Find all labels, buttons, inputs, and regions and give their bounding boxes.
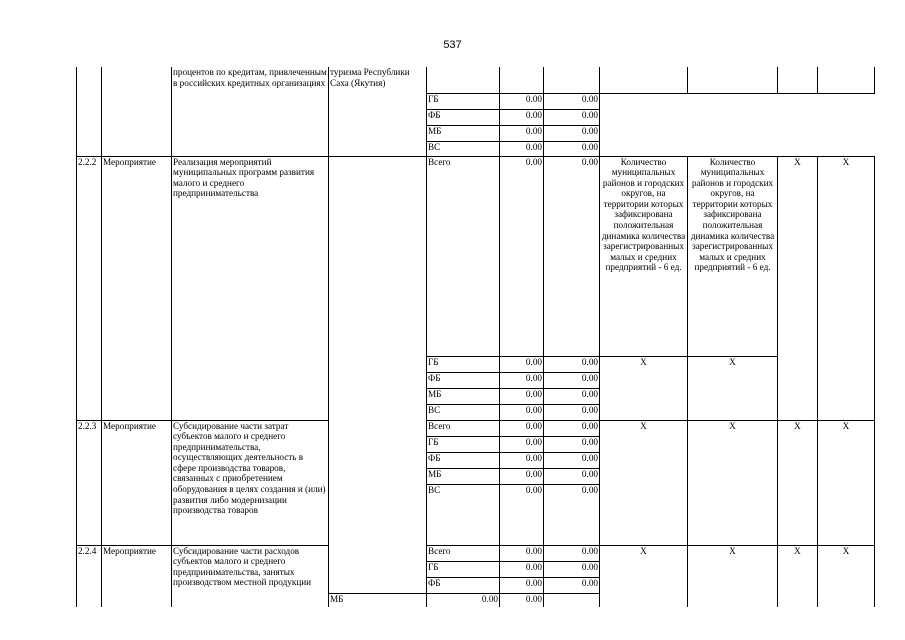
- value-cell: 0.00: [544, 468, 600, 484]
- source-cell: ВС: [427, 404, 500, 420]
- source-cell: ФБ: [427, 577, 500, 593]
- type-cell: Мероприятие: [102, 156, 172, 420]
- mark-cell: Х: [818, 420, 875, 545]
- value-cell: 0.00: [544, 156, 600, 356]
- value-cell: 0.00: [544, 420, 600, 436]
- source-cell: ФБ: [427, 109, 500, 125]
- indicator-cell: Х: [688, 356, 778, 420]
- source-cell: ГБ: [427, 356, 500, 372]
- indicator-cell: Х: [600, 356, 688, 420]
- mark-cell: Х: [818, 545, 875, 607]
- value-cell: 0.00: [500, 561, 544, 577]
- source-cell: Всего: [427, 156, 500, 356]
- indicator-cell: Х: [688, 420, 778, 545]
- value-cell: 0.00: [500, 452, 544, 468]
- indicator-cell: Количество муниципальных районов и городских округов, на территории которых зафиксирована положительная динамика количества зарегистрированных малых и средних предприятий - 6 ед.: [688, 156, 778, 356]
- description-cell: Субсидирование части расходов субъектов малого и среднего предпринимательства, занятых производством местной продукции: [172, 545, 329, 607]
- indicator-cell: Х: [600, 545, 688, 607]
- code-cell: [77, 67, 102, 156]
- indicator-cell: Х: [688, 545, 778, 607]
- source-cell: ГБ: [427, 561, 500, 577]
- value-cell: 0.00: [544, 404, 600, 420]
- mark-cell: [778, 67, 818, 93]
- value-cell: 0.00: [544, 356, 600, 372]
- description-cell: процентов по кредитам, привлеченным в российских кредитных организациях: [172, 67, 329, 156]
- description-cell: Субсидирование части затрат субъектов малого и среднего предпринимательства, осуществляющих деятельность в сфере производства товаров, связанных с приобретением оборудования в целях создания и (или) развития либо модернизации производства товаров: [172, 420, 329, 545]
- type-cell: Мероприятие: [102, 545, 172, 607]
- value-cell: 0.00: [500, 109, 544, 125]
- executor-cell: туризма Республики Саха (Якутия): [329, 67, 427, 156]
- value-cell: 0.00: [544, 125, 600, 141]
- value-cell: 0.00: [544, 388, 600, 404]
- value-cell: [544, 67, 600, 93]
- source-cell: Всего: [427, 545, 500, 561]
- source-cell: МБ: [329, 593, 427, 607]
- executor-cell: [329, 156, 427, 593]
- source-cell: ВС: [427, 484, 500, 545]
- value-cell: 0.00: [500, 404, 544, 420]
- program-table: [76, 67, 875, 607]
- source-cell: ФБ: [427, 452, 500, 468]
- source-cell: МБ: [427, 125, 500, 141]
- value-cell: 0.00: [500, 593, 544, 607]
- value-cell: 0.00: [544, 577, 600, 593]
- code-cell: 2.2.2: [77, 156, 102, 420]
- mark-cell: Х: [778, 156, 818, 420]
- value-cell: 0.00: [544, 436, 600, 452]
- value-cell: 0.00: [500, 125, 544, 141]
- value-cell: 0.00: [500, 545, 544, 561]
- indicator-cell: [688, 67, 778, 93]
- value-cell: [500, 67, 544, 93]
- table-row: [77, 67, 875, 93]
- source-cell: [427, 67, 500, 93]
- source-cell: Всего: [427, 420, 500, 436]
- code-cell: 2.2.4: [77, 545, 102, 607]
- value-cell: 0.00: [427, 593, 500, 607]
- source-cell: ФБ: [427, 372, 500, 388]
- value-cell: 0.00: [544, 484, 600, 545]
- value-cell: 0.00: [544, 93, 600, 109]
- mark-cell: Х: [778, 545, 818, 607]
- page-number: 537: [443, 39, 462, 51]
- value-cell: 0.00: [500, 141, 544, 156]
- description-cell: Реализация мероприятий муниципальных программ развития малого и среднего предпринимательства: [172, 156, 329, 420]
- value-cell: 0.00: [544, 141, 600, 156]
- mark-cell: [818, 67, 875, 93]
- source-cell: ВС: [427, 141, 500, 156]
- value-cell: 0.00: [500, 372, 544, 388]
- value-cell: 0.00: [500, 356, 544, 372]
- value-cell: 0.00: [544, 452, 600, 468]
- table-row: [77, 420, 875, 436]
- source-cell: ГБ: [427, 436, 500, 452]
- value-cell: 0.00: [500, 156, 544, 356]
- value-cell: 0.00: [500, 468, 544, 484]
- empty-cell: [600, 93, 875, 156]
- value-cell: 0.00: [500, 93, 544, 109]
- value-cell: 0.00: [500, 420, 544, 436]
- value-cell: 0.00: [500, 436, 544, 452]
- value-cell: 0.00: [544, 561, 600, 577]
- value-cell: 0.00: [544, 372, 600, 388]
- type-cell: Мероприятие: [102, 420, 172, 545]
- source-cell: МБ: [427, 388, 500, 404]
- indicator-cell: [600, 67, 688, 93]
- indicator-cell: Количество муниципальных районов и городских округов, на территории которых зафиксирована положительная динамика количества зарегистрированных малых и средних предприятий - 6 ед.: [600, 156, 688, 356]
- indicator-cell: Х: [600, 420, 688, 545]
- mark-cell: Х: [818, 156, 875, 420]
- mark-cell: Х: [778, 420, 818, 545]
- value-cell: 0.00: [500, 484, 544, 545]
- value-cell: 0.00: [500, 577, 544, 593]
- table-row: [77, 156, 875, 356]
- source-cell: МБ: [427, 468, 500, 484]
- type-cell: [102, 67, 172, 156]
- source-cell: ГБ: [427, 93, 500, 109]
- code-cell: 2.2.3: [77, 420, 102, 545]
- value-cell: 0.00: [500, 388, 544, 404]
- value-cell: 0.00: [544, 545, 600, 561]
- value-cell: 0.00: [544, 109, 600, 125]
- table-row: [77, 545, 875, 561]
